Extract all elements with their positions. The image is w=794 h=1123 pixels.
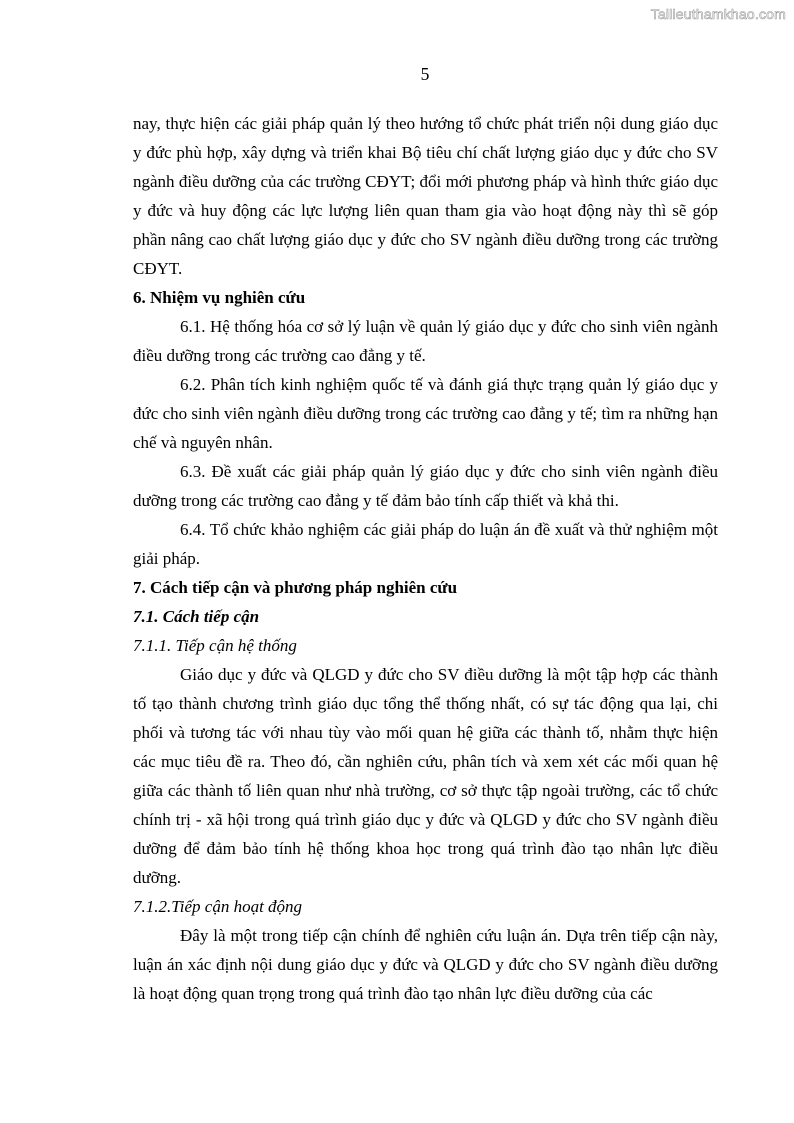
paragraph-7-1-2: Đây là một trong tiếp cận chính để nghiên cứu luận án. Dựa trên tiếp cận này, luận án xác định nội dung giáo dục y đức và QLGD y đức cho SV ngành điều dưỡng là hoạt động quan trọng trong quá trình đào tạo nhân lực điều dưỡng của các [133,926,718,1003]
document-body [133,109,718,1008]
heading-section-7-1-2: 7.1.2.Tiếp cận hoạt động [133,897,303,916]
paragraph-6-1: 6.1. Hệ thống hóa cơ sở lý luận về quản lý giáo dục y đức cho sinh viên ngành điều dưỡng trong các trường cao đẳng y tế. [133,317,718,365]
heading-section-7-1: 7.1. Cách tiếp cận [133,607,260,626]
heading-section-6: 6. Nhiệm vụ nghiên cứu [133,288,306,307]
watermark: Tailieuthamkhao.com [650,6,786,22]
paragraph-intro: nay, thực hiện các giải pháp quản lý theo hướng tổ chức phát triển nội dung giáo dục y đức phù hợp, xây dựng và triển khai Bộ tiêu chí chất lượng giáo dục y đức cho SV ngành điều dưỡng của các trường CĐYT; đổi mới phương pháp và hình thức giáo dục y đức và huy động các lực lượng liên quan tham gia vào hoạt động này thì sẽ góp phần nâng cao chất lượng giáo dục y đức cho SV ngành điều dưỡng trong các trường CĐYT. [133,114,718,278]
heading-section-7: 7. Cách tiếp cận và phương pháp nghiên cứu [133,578,458,597]
page-number: 5 [420,64,430,84]
paragraph-6-4: 6.4. Tổ chức khảo nghiệm các giải pháp do luận án đề xuất và thử nghiệm một giải pháp. [133,520,718,568]
paragraph-6-2: 6.2. Phân tích kinh nghiệm quốc tế và đánh giá thực trạng quản lý giáo dục y đức cho sinh viên ngành điều dưỡng trong các trường cao đẳng y tế; tìm ra những hạn chế và nguyên nhân. [133,375,718,452]
paragraph-6-3: 6.3. Đề xuất các giải pháp quản lý giáo dục y đức cho sinh viên ngành điều dưỡng trong các trường cao đẳng y tế đảm bảo tính cấp thiết và khả thi. [133,462,718,510]
paragraph-7-1-1: Giáo dục y đức và QLGD y đức cho SV điều dưỡng là một tập hợp các thành tố tạo thành chương trình giáo dục tổng thể thống nhất, có sự tác động qua lại, chi phối và tương tác với nhau tùy vào mối quan hệ giữa các thành tố, nhằm thực hiện các mục tiêu đề ra. Theo đó, cần nghiên cứu, phân tích và xem xét các mối quan hệ giữa các thành tố liên quan như nhà trường, cơ sở thực tập ngoài trường, các tổ chức chính trị - xã hội trong quá trình giáo dục y đức và QLGD y đức cho SV ngành điều dưỡng để đảm bảo tính hệ thống khoa học trong quá trình đào tạo nhân lực điều dưỡng. [133,665,718,887]
heading-section-7-1-1: 7.1.1. Tiếp cận hệ thống [133,636,297,655]
